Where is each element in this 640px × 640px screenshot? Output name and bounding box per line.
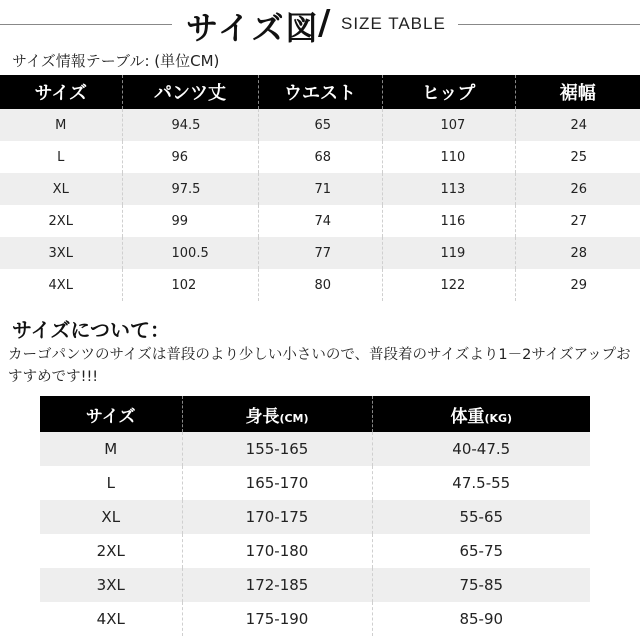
- table-cell: M: [0, 109, 122, 141]
- table-cell: 102: [122, 269, 258, 301]
- table-cell: 26: [515, 173, 640, 205]
- table-cell: 55-65: [372, 500, 590, 534]
- size-guide-header-weight: [372, 396, 590, 432]
- header-unit: (CM): [279, 411, 309, 425]
- table-cell: 40-47.5: [372, 432, 590, 466]
- table-row: [40, 534, 590, 568]
- table-cell: XL: [0, 173, 122, 205]
- size-table: [0, 75, 640, 301]
- header-label: 体重: [450, 406, 485, 427]
- table-cell: 65-75: [372, 534, 590, 568]
- table-cell: 28: [515, 237, 640, 269]
- table-cell: 2XL: [0, 205, 122, 237]
- table-row: [40, 568, 590, 602]
- table-row: [40, 500, 590, 534]
- header-rule-left: [0, 24, 172, 25]
- table-cell: 3XL: [0, 237, 122, 269]
- table-cell: 3XL: [40, 568, 182, 602]
- size-guide-header-height: [182, 396, 372, 432]
- table-cell: 107: [382, 109, 515, 141]
- table-cell: 99: [122, 205, 258, 237]
- table-row: [0, 205, 640, 237]
- table-cell: 77: [258, 237, 382, 269]
- table-cell: 85-90: [372, 602, 590, 636]
- table-row: [40, 602, 590, 636]
- table-cell: 74: [258, 205, 382, 237]
- page-header: [0, 0, 640, 48]
- table-cell: L: [40, 466, 182, 500]
- table-cell: 122: [382, 269, 515, 301]
- table-cell: 116: [382, 205, 515, 237]
- table-cell: 170-180: [182, 534, 372, 568]
- table-cell: L: [0, 141, 122, 173]
- table-row: [0, 109, 640, 141]
- header-rule-right: [458, 24, 640, 25]
- table-cell: 25: [515, 141, 640, 173]
- table-cell: 29: [515, 269, 640, 301]
- table-cell: 165-170: [182, 466, 372, 500]
- table-cell: 155-165: [182, 432, 372, 466]
- table-cell: 94.5: [122, 109, 258, 141]
- table-cell: 175-190: [182, 602, 372, 636]
- table-cell: 65: [258, 109, 382, 141]
- size-guide-table: [40, 396, 590, 636]
- page-title: サイズ図: [186, 9, 320, 47]
- size-table-header-hem: 裾幅: [515, 75, 640, 109]
- table-cell: 4XL: [0, 269, 122, 301]
- table-cell: 119: [382, 237, 515, 269]
- size-table-header-size: サイズ: [0, 75, 122, 109]
- table-row: [0, 141, 640, 173]
- table-cell: 2XL: [40, 534, 182, 568]
- table-cell: 170-175: [182, 500, 372, 534]
- table-cell: 100.5: [122, 237, 258, 269]
- size-table-header-waist: ウエスト: [258, 75, 382, 109]
- size-table-header-hip: ヒップ: [382, 75, 515, 109]
- size-info-label: サイズ情報テーブル: (単位CM): [12, 52, 220, 70]
- page-subtitle: SIZE TABLE: [341, 14, 446, 33]
- size-guide-header-row: [40, 396, 590, 432]
- table-cell: 24: [515, 109, 640, 141]
- size-table-header-row: [0, 75, 640, 109]
- header-label: 身長: [245, 406, 280, 427]
- table-cell: 4XL: [40, 602, 182, 636]
- table-cell: 80: [258, 269, 382, 301]
- about-sizes-heading: サイズについて：: [12, 318, 170, 342]
- table-cell: 27: [515, 205, 640, 237]
- header-unit: (KG): [484, 411, 513, 425]
- table-cell: 47.5-55: [372, 466, 590, 500]
- table-row: [40, 466, 590, 500]
- about-sizes-text: カーゴパンツのサイズは普段のより少しい小さいので、普段着のサイズより1－2サイズアップおすすめです!!!: [8, 347, 631, 385]
- table-row: [0, 237, 640, 269]
- table-row: [0, 269, 640, 301]
- size-guide-header-size: [40, 396, 182, 432]
- table-cell: 110: [382, 141, 515, 173]
- table-cell: 113: [382, 173, 515, 205]
- table-cell: 68: [258, 141, 382, 173]
- title-separator: /: [318, 3, 331, 43]
- table-cell: 75-85: [372, 568, 590, 602]
- table-cell: 97.5: [122, 173, 258, 205]
- table-cell: XL: [40, 500, 182, 534]
- header-label: サイズ: [85, 406, 136, 427]
- table-row: [40, 432, 590, 466]
- size-table-header-length: パンツ丈: [122, 75, 258, 109]
- table-cell: 96: [122, 141, 258, 173]
- table-cell: M: [40, 432, 182, 466]
- table-cell: 172-185: [182, 568, 372, 602]
- table-cell: 71: [258, 173, 382, 205]
- table-row: [0, 173, 640, 205]
